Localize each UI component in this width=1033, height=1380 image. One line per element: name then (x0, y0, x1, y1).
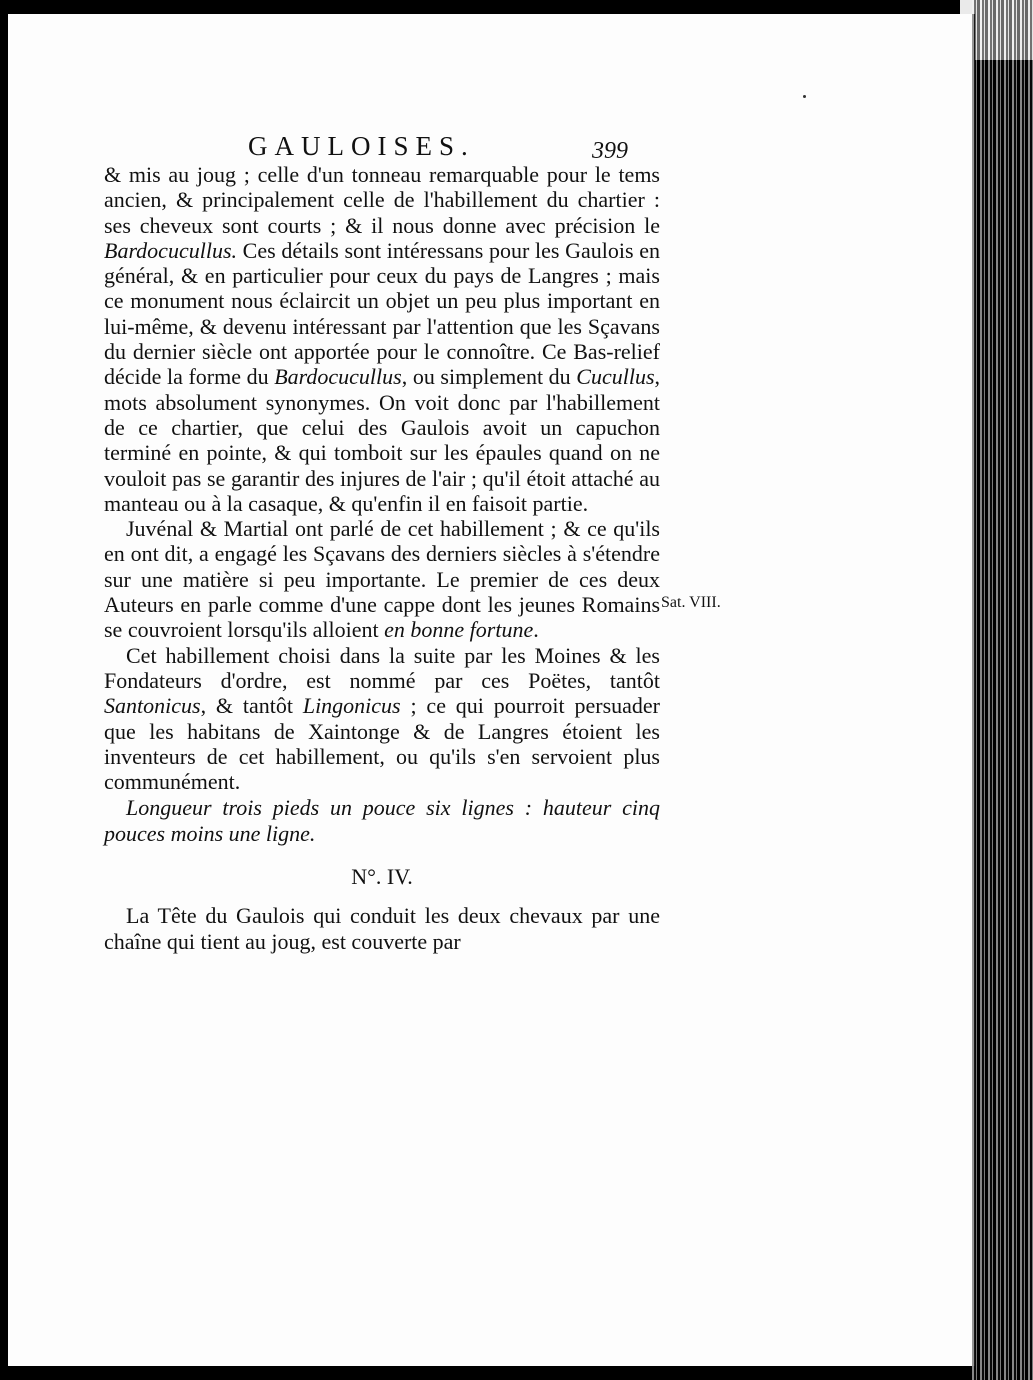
text-run: , mots absolument synonymes. On voit donc par l'habillement de ce chartier, que celui des Gaulois avoit un capuchon terminé en pointe, & qui tomboit sur les épaules quand on ne vouloit pas se garantir des injures de l'air ; qu'il étoit attaché au manteau ou à la casaque, & qu'enfin il en faisoit partie. (104, 364, 661, 516)
italic-term: Bardocucullus. (104, 237, 237, 263)
text-run: & mis au joug ; celle d'un tonneau remarquable pour le tems ancien, & principalement celle de l'habillement du chartier : ses cheveux sont courts ; & il nous donne avec précision le (104, 162, 660, 238)
measurements-note: Longueur trois pieds un pouce six lignes : hauteur cinq pouces moins une ligne. (104, 795, 660, 846)
speck (803, 95, 806, 98)
marginal-note: Sat. VIII. (661, 594, 721, 611)
text-run: , ou simplement du (401, 364, 577, 390)
running-title: GAULOISES. (248, 131, 475, 161)
italic-term: en bonne fortune (384, 617, 534, 643)
text-run: , & tantôt (200, 693, 303, 719)
italic-term: Lingonicus (302, 693, 401, 719)
italic-term: Santonicus (104, 693, 201, 719)
page-edge-stack (972, 0, 1033, 1380)
italic-term: Cucullus (576, 364, 655, 390)
paragraph (104, 516, 660, 642)
text-run: Cet habillement choisi dans la suite par les Moines & les Fondateurs d'ordre, est nommé par ces Poëtes, tantôt (104, 642, 660, 693)
text-run: Ces détails sont intéressans pour les Gaulois en général, & en particulier pour ceux du pays de Langres ; mais ce monument nous éclaircit un objet un peu plus important en lui-même, & devenu intéressant par l'attention que les Sçavans du dernier siècle ont apportée pour le connoître. Ce Bas-relief décide la forme du (104, 237, 660, 390)
section-heading: N°. IV. (351, 864, 413, 890)
paragraph: La Tête du Gaulois qui conduit les deux chevaux par une chaîne qui tient au joug, est couverte par (104, 903, 660, 954)
italic-term: Bardocucullus (274, 364, 402, 390)
text-run: ; ce qui pourroit persuader que les habitans de Xaintonge & de Langres étoient les inventeurs de cet habillement, ou qu'ils s'en servoient plus communément. (104, 693, 661, 795)
paragraph (104, 162, 660, 516)
text-run: Juvénal & Martial ont parlé de cet habillement ; & ce qu'ils en ont dit, a engagé les Sçavans des derniers siècles à s'étendre sur une matière si peu importante. Le premier de ces deux Auteurs en parle comme d'une cappe dont les jeunes Romains se couvroient lorsqu'ils alloient (104, 516, 660, 643)
body-text (104, 162, 660, 954)
text-run: . (533, 617, 539, 643)
paragraph (104, 643, 660, 795)
page-number: 399 (592, 138, 628, 164)
